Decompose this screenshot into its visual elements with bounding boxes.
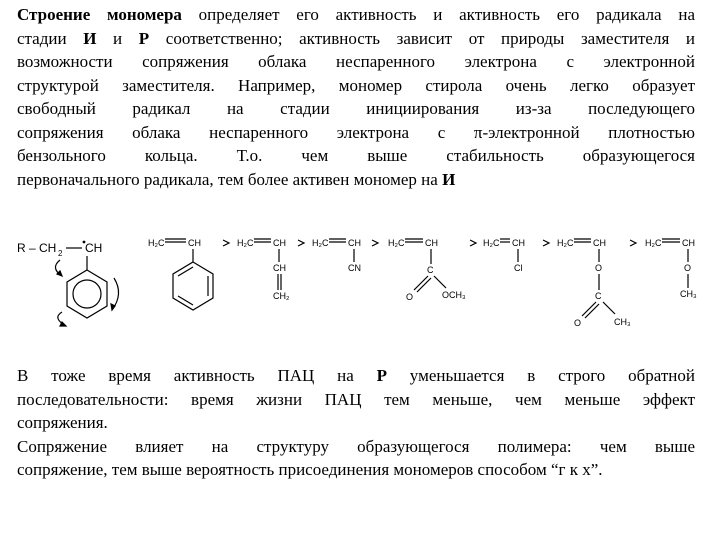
h2c-label: H₂C [483,238,500,248]
h2c-label: H₂C [388,238,405,248]
stage-i: И [442,169,456,189]
o-label: O [684,263,692,273]
vinyl-chloride-structure [483,238,525,273]
arrow-icon [630,240,636,246]
intro-text: соответственно; активность зависит от природы заместителя и [149,28,695,48]
intro-text: -электронной плотностью [482,122,695,142]
vinyl-methyl-ether-structure [645,238,697,299]
intro-line-7: бензольного кольца. Т.о. чем выше стабильность образующегося [17,146,695,165]
styrene-structure [148,238,213,310]
benzyl-radical-structure [17,241,119,326]
outro-line-5: сопряжение, тем выше вероятность присоединения мономеров способом “г к х”. [17,460,603,479]
intro-line-8 [17,168,695,192]
o-label: O [406,292,414,302]
arrow-icon [543,240,549,246]
ch-label: CH [188,238,201,248]
radical-sub-2: 2 [58,249,63,258]
methyl-acrylate-structure [388,238,466,302]
vinyl-acetate-structure [557,238,631,328]
cl-label: Cl [514,263,523,273]
butadiene-structure [237,238,290,301]
outro-line-3: сопряжения. [17,413,108,432]
outro-line-4: Сопряжение влияет на структуру образующегося полимера: чем выше [17,436,695,456]
intro-line-1 [17,3,695,27]
h2c-label: H₂C [237,238,254,248]
radical-r-label: R – CH [17,241,57,255]
arrow-icon [470,240,476,246]
h2c-label: H₂C [148,238,165,248]
ch-label: CH [425,238,438,248]
ch-label: CH [593,238,606,248]
h2c-label: H₂C [645,238,662,248]
outro-text: уменьшается в строго обратной [386,366,695,385]
intro-text: стадии [17,28,84,48]
outro-paragraph [17,364,695,482]
intro-line-2 [17,27,695,51]
intro-paragraph [17,3,695,191]
h2c-label: H₂C [312,238,329,248]
o-label: O [595,263,603,273]
ch-label: CH [273,263,286,273]
cn-label: CN [348,263,361,273]
stage-r: Р [376,366,387,385]
stage-r: Р [138,28,150,48]
monomer-structures-scheme [0,228,720,340]
intro-text: определяет его активность и активность его радикала на [181,5,695,24]
term-monomer-structure: Строение мономера [17,5,182,24]
intro-line-4: структурой заместителя. Например, мономер стирола очень легко образует [17,75,695,95]
intro-line-3: возможности сопряжения облака неспаренного электрона с электронной [17,52,695,71]
pi-symbol: π [473,122,483,142]
ch3-label: CH₃ [680,289,697,299]
arrow-icon [223,240,229,246]
intro-line-6 [17,121,695,145]
outro-text: В тоже время активность ПАЦ на [17,366,377,385]
o-label: O [574,318,582,328]
radical-ch-label: CH [85,241,103,255]
och3-label: OCH₃ [442,290,466,300]
outro-line-2: последовательности: время жизни ПАЦ тем меньше, чем меньше эффект [17,389,695,409]
ch-label: CH [348,238,361,248]
intro-text: первоначального радикала, тем более активен мономер на [17,169,443,189]
intro-line-5: свободный радикал на стадии инициирования из-за последующего [17,99,695,118]
ch-label: CH [682,238,695,248]
intro-text: сопряжения облака неспаренного электрона с [17,122,474,142]
ch3-label: CH₃ [614,317,631,327]
h2c-label: H₂C [557,238,574,248]
ch2-label: CH₂ [273,291,290,301]
c-label: C [427,265,434,275]
intro-text: и [96,28,139,48]
arrow-icon [298,240,304,246]
stage-i: И [83,28,97,48]
outro-line-1 [17,364,695,388]
c-label: C [595,291,602,301]
ch-label: CH [512,238,525,248]
acrylonitrile-structure [312,238,361,273]
ch-label: CH [273,238,286,248]
arrow-icon [372,240,378,246]
